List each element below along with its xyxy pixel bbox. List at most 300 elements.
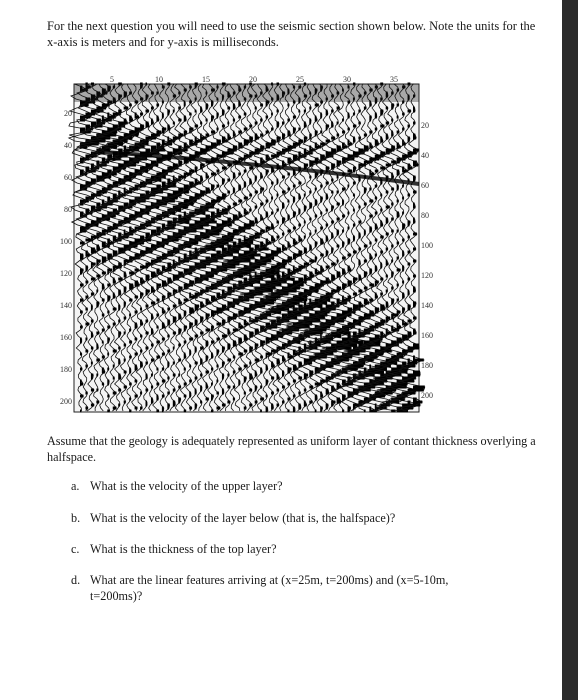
trace-fill	[358, 110, 360, 113]
trace-fill	[216, 116, 218, 119]
trace-fill	[211, 326, 214, 329]
trace-fill	[118, 359, 120, 362]
trace-fill	[320, 395, 323, 398]
trace-fill	[178, 344, 181, 347]
trace-fill	[140, 278, 143, 281]
trace-fill	[91, 389, 94, 392]
trace-fill	[244, 377, 247, 380]
trace-fill	[397, 116, 399, 119]
trace-fill	[156, 116, 158, 119]
trace-fill	[107, 272, 109, 275]
trace-fill	[162, 224, 165, 227]
trace-fill	[178, 287, 182, 290]
trace-fill	[222, 221, 228, 224]
trace-fill	[413, 161, 417, 164]
y-tick-label-right: 40	[421, 151, 429, 160]
trace-fill	[216, 251, 220, 254]
trace-fill	[189, 338, 193, 341]
trace-fill	[140, 236, 144, 239]
trace-fill	[342, 143, 345, 146]
trace-fill	[216, 353, 218, 356]
trace-fill	[173, 191, 179, 194]
trace-fill	[135, 353, 138, 356]
trace-fill	[200, 191, 205, 194]
trace-fill	[146, 332, 149, 335]
trace-fill	[107, 161, 109, 164]
trace-fill	[391, 188, 394, 191]
trace-fill	[315, 260, 317, 263]
trace-fill	[331, 122, 333, 125]
trace-fill	[124, 371, 127, 374]
trace-fill	[358, 275, 360, 278]
trace-fill	[342, 272, 346, 275]
trace-fill	[206, 398, 209, 401]
trace-fill	[397, 284, 399, 287]
trace-fill	[304, 149, 306, 152]
trace-fill	[282, 245, 284, 248]
trace-fill	[249, 182, 252, 185]
trace-fill	[184, 356, 186, 359]
trace-fill	[304, 248, 307, 251]
trace-fill	[358, 122, 360, 125]
trace-fill	[282, 191, 286, 194]
y-tick-label-left: 140	[60, 301, 72, 310]
trace-fill	[380, 113, 382, 116]
trace-fill	[184, 104, 186, 107]
trace-fill	[282, 134, 285, 137]
trace-fill	[408, 305, 411, 308]
trace-fill	[266, 254, 272, 257]
trace-fill	[375, 335, 380, 338]
trace-fill	[413, 329, 415, 332]
trace-fill	[326, 209, 328, 212]
trace-fill	[206, 341, 209, 344]
trace-fill	[331, 302, 334, 305]
trace-fill	[309, 371, 313, 374]
trace-fill	[266, 380, 269, 383]
trace-fill	[413, 371, 420, 374]
trace-fill	[249, 179, 251, 182]
trace-fill	[189, 131, 191, 134]
trace-fill	[255, 206, 257, 209]
trace-fill	[337, 341, 343, 344]
trace-fill	[156, 143, 160, 146]
trace-fill	[173, 374, 176, 377]
trace-fill	[287, 257, 292, 260]
trace-fill	[118, 122, 124, 125]
trace-fill	[135, 296, 138, 299]
trace-fill	[206, 383, 208, 386]
trace-fill	[260, 218, 263, 221]
trace-fill	[413, 137, 416, 140]
trace-fill	[124, 188, 126, 191]
y-tick-label-left: 60	[64, 173, 72, 182]
trace-fill	[391, 230, 393, 233]
trace-fill	[309, 248, 311, 251]
trace-fill	[91, 320, 94, 323]
trace-fill	[102, 368, 104, 371]
trace-fill	[238, 200, 242, 203]
trace-fill	[80, 254, 83, 257]
trace-fill	[238, 131, 242, 134]
trace-fill	[91, 404, 94, 407]
trace-fill	[413, 275, 416, 278]
trace-fill	[342, 131, 345, 134]
trace-fill	[249, 350, 251, 353]
trace-fill	[342, 245, 344, 248]
trace-fill	[320, 185, 322, 188]
trace-fill	[206, 314, 210, 317]
trace-fill	[260, 371, 262, 374]
trace-fill	[200, 107, 202, 110]
trace-fill	[331, 401, 335, 404]
trace-fill	[178, 332, 180, 335]
trace-fill	[408, 251, 411, 254]
trace-fill	[107, 341, 109, 344]
trace-fill	[222, 392, 224, 395]
trace-fill	[211, 383, 213, 386]
trace-fill	[342, 203, 344, 206]
trace-fill	[140, 323, 143, 326]
trace-fill	[129, 383, 131, 386]
trace-fill	[260, 158, 262, 161]
trace-fill	[282, 206, 284, 209]
trace-fill	[216, 365, 218, 368]
trace-fill	[331, 191, 333, 194]
trace-fill	[222, 113, 224, 116]
trace-fill	[298, 194, 300, 197]
trace-fill	[249, 317, 251, 320]
trace-fill	[146, 293, 148, 296]
trace-fill	[96, 263, 98, 266]
trace-fill	[277, 236, 280, 239]
trace-fill	[402, 128, 404, 131]
trace-fill	[211, 131, 215, 134]
trace-fill	[326, 404, 329, 407]
trace-fill	[337, 275, 341, 278]
trace-fill	[211, 173, 216, 176]
trace-fill	[397, 314, 399, 317]
trace-fill	[211, 212, 215, 215]
trace-fill	[277, 122, 279, 125]
trace-fill	[233, 242, 236, 245]
trace-fill	[151, 359, 154, 362]
trace-fill	[304, 374, 308, 377]
trace-fill	[380, 251, 383, 254]
trace-fill	[200, 347, 204, 350]
trace-fill	[156, 395, 158, 398]
trace-fill	[287, 269, 290, 272]
trace-fill	[320, 281, 326, 284]
trace-fill	[358, 179, 360, 182]
trace-fill	[195, 125, 198, 128]
trace-fill	[364, 410, 366, 413]
trace-fill	[146, 362, 148, 365]
trace-fill	[255, 374, 257, 377]
trace-fill	[293, 254, 299, 257]
trace-fill	[347, 113, 349, 116]
trace-fill	[184, 311, 186, 314]
trace-fill	[233, 191, 235, 194]
trace-fill	[146, 404, 148, 407]
trace-fill	[304, 110, 306, 113]
trace-fill	[331, 110, 333, 113]
trace-fill	[380, 194, 382, 197]
y-tick-label-right: 20	[421, 121, 429, 130]
trace-fill	[287, 371, 290, 374]
trace-fill	[206, 299, 209, 302]
trace-fill	[358, 278, 361, 281]
trace-fill	[408, 347, 414, 350]
trace-fill	[364, 107, 366, 110]
trace-fill	[309, 134, 311, 137]
trace-fill	[233, 344, 236, 347]
trace-fill	[347, 281, 351, 284]
trace-fill	[293, 131, 295, 134]
trace-fill	[358, 233, 360, 236]
trace-fill	[107, 395, 109, 398]
trace-fill	[156, 131, 161, 134]
question-text: What is the thickness of the top layer?	[90, 542, 277, 556]
trace-fill	[331, 137, 335, 140]
trace-fill	[184, 368, 186, 371]
trace-fill	[380, 152, 385, 155]
trace-fill	[167, 407, 169, 410]
trace-fill	[298, 182, 301, 185]
trace-fill	[287, 173, 289, 176]
trace-fill	[200, 374, 202, 377]
assumption-paragraph: Assume that the geology is adequately represented as uniform layer of contant thickness overlying a halfspace.	[47, 434, 536, 464]
trace-fill	[386, 317, 390, 320]
y-tick-label-left: 160	[60, 333, 72, 342]
trace-fill	[189, 293, 191, 296]
trace-fill	[124, 107, 129, 110]
trace-fill	[347, 128, 349, 131]
trace-fill	[347, 239, 350, 242]
trace-fill	[156, 410, 159, 413]
trace-fill	[326, 389, 329, 392]
trace-fill	[85, 350, 88, 353]
trace-fill	[129, 368, 131, 371]
trace-fill	[342, 269, 345, 272]
trace-fill	[408, 359, 410, 362]
trace-fill	[408, 125, 410, 128]
trace-fill	[244, 335, 247, 338]
trace-fill	[397, 257, 399, 260]
trace-fill	[216, 350, 219, 353]
x-tick-label: 20	[249, 75, 257, 84]
trace-fill	[277, 359, 280, 362]
trace-fill	[156, 104, 159, 107]
trace-fill	[189, 395, 191, 398]
trace-fill	[364, 134, 367, 137]
trace-fill	[293, 365, 296, 368]
trace-fill	[315, 158, 319, 161]
trace-fill	[102, 383, 104, 386]
trace-fill	[309, 272, 312, 275]
trace-fill	[151, 287, 154, 290]
trace-fill	[326, 392, 329, 395]
trace-fill	[386, 191, 389, 194]
trace-fill	[293, 200, 295, 203]
trace-fill	[173, 401, 175, 404]
trace-fill	[189, 323, 193, 326]
trace-fill	[287, 134, 290, 137]
trace-fill	[287, 353, 289, 356]
trace-fill	[380, 266, 382, 269]
trace-fill	[266, 368, 268, 371]
trace-fill	[277, 194, 279, 197]
trace-fill	[331, 404, 333, 407]
trace-fill	[206, 215, 210, 218]
trace-fill	[238, 338, 241, 341]
trace-fill	[380, 209, 382, 212]
trace-fill	[85, 365, 87, 368]
trace-fill	[249, 404, 252, 407]
trace-fill	[249, 332, 253, 335]
trace-fill	[271, 182, 273, 185]
trace-fill	[315, 104, 319, 107]
trace-fill	[80, 299, 83, 302]
trace-fill	[282, 221, 284, 224]
trace-fill	[124, 305, 126, 308]
trace-fill	[293, 407, 295, 410]
trace-fill	[102, 371, 105, 374]
trace-fill	[413, 176, 416, 179]
trace-fill	[315, 116, 317, 119]
trace-fill	[397, 299, 399, 302]
trace-fill	[244, 185, 246, 188]
trace-fill	[397, 104, 399, 107]
trace-fill	[178, 257, 180, 260]
trace-fill	[326, 194, 328, 197]
trace-fill	[337, 245, 340, 248]
trace-fill	[102, 356, 105, 359]
trace-fill	[124, 401, 126, 404]
trace-fill	[107, 380, 109, 383]
trace-fill	[102, 341, 104, 344]
trace-fill	[375, 224, 377, 227]
trace-fill	[260, 191, 262, 194]
trace-fill	[113, 350, 117, 353]
trace-fill	[184, 119, 187, 122]
trace-fill	[369, 188, 371, 191]
trace-fill	[320, 392, 322, 395]
trace-fill	[353, 278, 357, 281]
trace-fill	[113, 278, 115, 281]
trace-fill	[266, 173, 268, 176]
trace-fill	[386, 329, 388, 332]
trace-fill	[364, 230, 366, 233]
trace-fill	[375, 170, 378, 173]
trace-fill	[124, 203, 129, 206]
y-tick-label-left: 200	[60, 397, 72, 406]
trace-fill	[298, 209, 300, 212]
trace-fill	[342, 410, 344, 413]
y-tick-label-right: 80	[421, 211, 429, 220]
trace-fill	[375, 308, 379, 311]
trace-fill	[222, 179, 225, 182]
trace-fill	[216, 209, 219, 212]
trace-fill	[391, 272, 393, 275]
trace-fill	[266, 104, 268, 107]
trace-fill	[298, 152, 300, 155]
trace-fill	[233, 188, 235, 191]
trace-fill	[167, 263, 171, 266]
trace-fill	[233, 215, 238, 218]
trace-fill	[304, 251, 307, 254]
trace-fill	[151, 230, 156, 233]
trace-fill	[358, 236, 360, 239]
trace-fill	[397, 311, 401, 314]
trace-fill	[353, 125, 356, 128]
trace-fill	[326, 113, 328, 116]
trace-fill	[260, 356, 263, 359]
trace-fill	[151, 398, 153, 401]
trace-fill	[195, 335, 198, 338]
trace-fill	[222, 110, 224, 113]
trace-fill	[233, 131, 235, 134]
trace-fill	[178, 188, 183, 191]
trace-fill	[309, 107, 311, 110]
trace-fill	[315, 410, 317, 413]
trace-fill	[260, 368, 262, 371]
trace-fill	[347, 242, 349, 245]
trace-fill	[255, 179, 257, 182]
x-tick-label: 10	[155, 75, 163, 84]
trace-fill	[413, 386, 425, 389]
trace-fill	[353, 224, 355, 227]
trace-fill	[222, 248, 227, 251]
trace-fill	[96, 245, 99, 248]
trace-fill	[255, 107, 257, 110]
trace-fill	[91, 122, 96, 125]
trace-fill	[369, 104, 371, 107]
trace-fill	[413, 398, 417, 401]
trace-fill	[353, 170, 355, 173]
trace-fill	[391, 107, 393, 110]
trace-fill	[118, 362, 120, 365]
trace-fill	[107, 326, 110, 329]
trace-fill	[129, 341, 132, 344]
trace-fill	[271, 128, 273, 131]
trace-fill	[80, 380, 82, 383]
trace-fill	[173, 389, 176, 392]
trace-fill	[391, 299, 394, 302]
trace-fill	[255, 359, 260, 362]
trace-fill	[140, 293, 143, 296]
trace-fill	[353, 167, 356, 170]
y-tick-label-left: 20	[64, 109, 72, 118]
trace-fill	[238, 353, 243, 356]
page-edge	[562, 0, 578, 700]
trace-fill	[326, 266, 330, 269]
question-letter: b.	[71, 511, 81, 525]
trace-fill	[298, 362, 301, 365]
trace-fill	[129, 299, 132, 302]
trace-fill	[380, 305, 384, 308]
trace-fill	[162, 410, 164, 413]
trace-fill	[266, 395, 268, 398]
trace-fill	[211, 311, 217, 314]
trace-fill	[402, 185, 404, 188]
trace-fill	[135, 113, 137, 116]
trace-fill	[249, 209, 251, 212]
trace-fill	[162, 311, 166, 314]
trace-fill	[408, 137, 410, 140]
trace-fill	[293, 410, 295, 413]
trace-fill	[413, 302, 416, 305]
